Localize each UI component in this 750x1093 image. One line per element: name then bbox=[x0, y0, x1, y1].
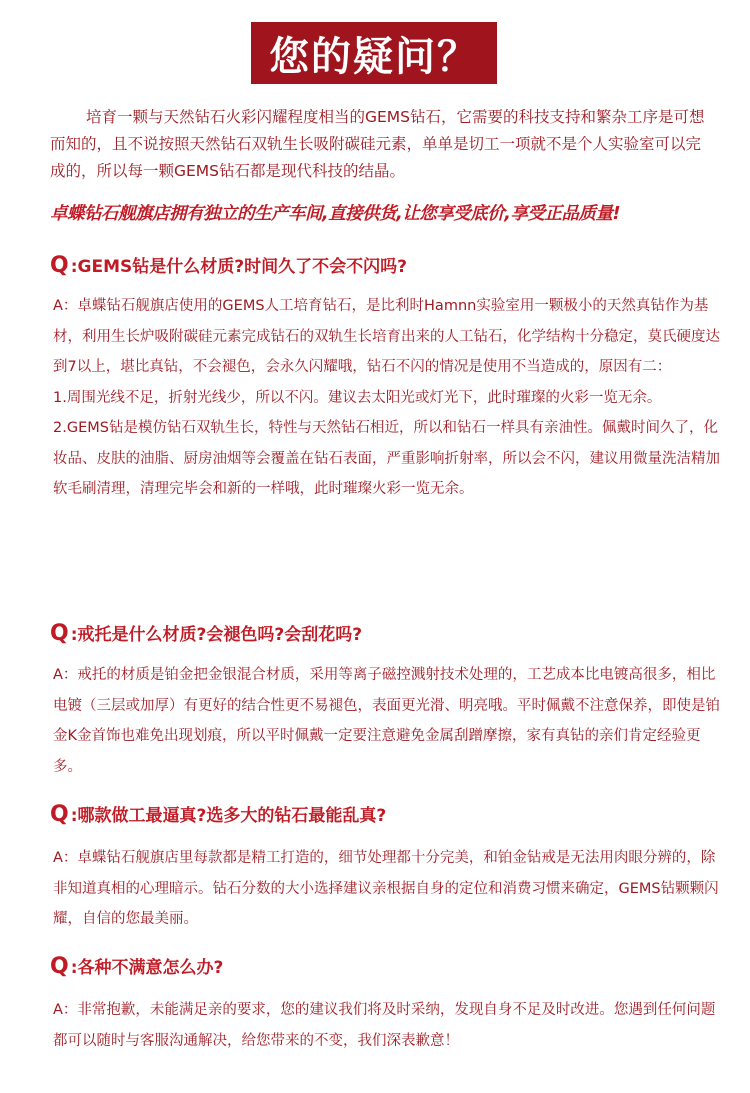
question-text: :GEMS钻是什么材质?时间久了不会不闪吗? bbox=[70, 257, 407, 277]
q-mark: Q bbox=[50, 954, 69, 979]
question-text: :各种不满意怎么办? bbox=[70, 958, 224, 978]
faq-answer-3 bbox=[53, 843, 721, 935]
page-title: 您的疑问？ bbox=[251, 22, 497, 84]
answer-paragraph: 2.GEMS钻是模仿钻石双轨生长，特性与天然钻石相近，所以和钻石一样具有亲油性。佩戴时间久了，化妆品、皮肤的油脂、厨房油烟等会覆盖在钻石表面，严重影响折射率，所以会不闪，建议用微量洗洁精加软毛刷清理，清理完毕会和新的一样哦，此时璀璨火彩一览无余。 bbox=[53, 420, 720, 497]
faq-question-4 bbox=[50, 953, 730, 979]
store-slogan: 卓蝶钻石舰旗店拥有独立的生产车间,直接供货,让您享受底价,享受正品质量! bbox=[50, 204, 620, 224]
faq-answer-1 bbox=[53, 291, 721, 505]
answer-paragraph: A：非常抱歉，未能满足亲的要求，您的建议我们将及时采纳，发现自身不足及时改进。您遇到任何问题都可以随时与客服沟通解决，给您带来的不变，我们深表歉意！ bbox=[53, 1002, 716, 1049]
answer-paragraph: A：卓蝶钻石舰旗店里每款都是精工打造的，细节处理都十分完美，和铂金钻戒是无法用肉眼分辨的，除非知道真相的心理暗示。钻石分数的大小选择建议亲根据自身的定位和消费习惯来确定，GEMS钻颗颗闪耀，自信的您最美丽。 bbox=[53, 850, 719, 927]
faq-answer-4 bbox=[53, 995, 721, 1056]
faq-question-3 bbox=[50, 801, 730, 827]
q-mark: Q bbox=[50, 802, 69, 827]
question-text: :戒托是什么材质?会褪色吗?会刮花吗? bbox=[70, 625, 363, 645]
question-text: :哪款做工最逼真?选多大的钻石最能乱真? bbox=[70, 806, 387, 826]
faq-question-1 bbox=[50, 252, 730, 278]
faq-answer-2 bbox=[53, 660, 721, 782]
answer-paragraph: 1.周围光线不足，折射光线少，所以不闪。建议去太阳光或灯光下，此时璀璨的火彩一览无余。 bbox=[53, 389, 662, 406]
answer-paragraph: A：戒托的材质是铂金把金银混合材质，采用等离子磁控溅射技术处理的，工艺成本比电镀高很多，相比电镀（三层或加厚）有更好的结合性更不易褪色，表面更光滑、明亮哦。平时佩戴不注意保养，即使是铂金K金首饰也难免出现划痕，所以平时佩戴一定要注意避免金属刮蹭摩擦，家有真钻的亲们肯定经验更多。 bbox=[53, 667, 720, 775]
faq-question-2 bbox=[50, 620, 730, 646]
q-mark: Q bbox=[50, 621, 69, 646]
answer-paragraph: A：卓蝶钻石舰旗店使用的GEMS人工培育钻石，是比利时Hamnn实验室用一颗极小的天然真钻作为基材，利用生长炉吸附碳硅元素完成钻石的双轨生长培育出来的人工钻石，化学结构十分稳定，莫氏硬度达到7以上，堪比真钻，不会褪色，会永久闪耀哦，钻石不闪的情况是使用不当造成的，原因有二： bbox=[53, 298, 720, 375]
q-mark: Q bbox=[50, 253, 69, 278]
intro-paragraph: 培育一颗与天然钻石火彩闪耀程度相当的GEMS钻石，它需要的科技支持和繁杂工序是可想而知的，且不说按照天然钻石双轨生长吸附碳硅元素，单单是切工一项就不是个人实验室可以完成的，所以每一颗GEMS钻石都是现代科技的结晶。 bbox=[50, 108, 705, 180]
